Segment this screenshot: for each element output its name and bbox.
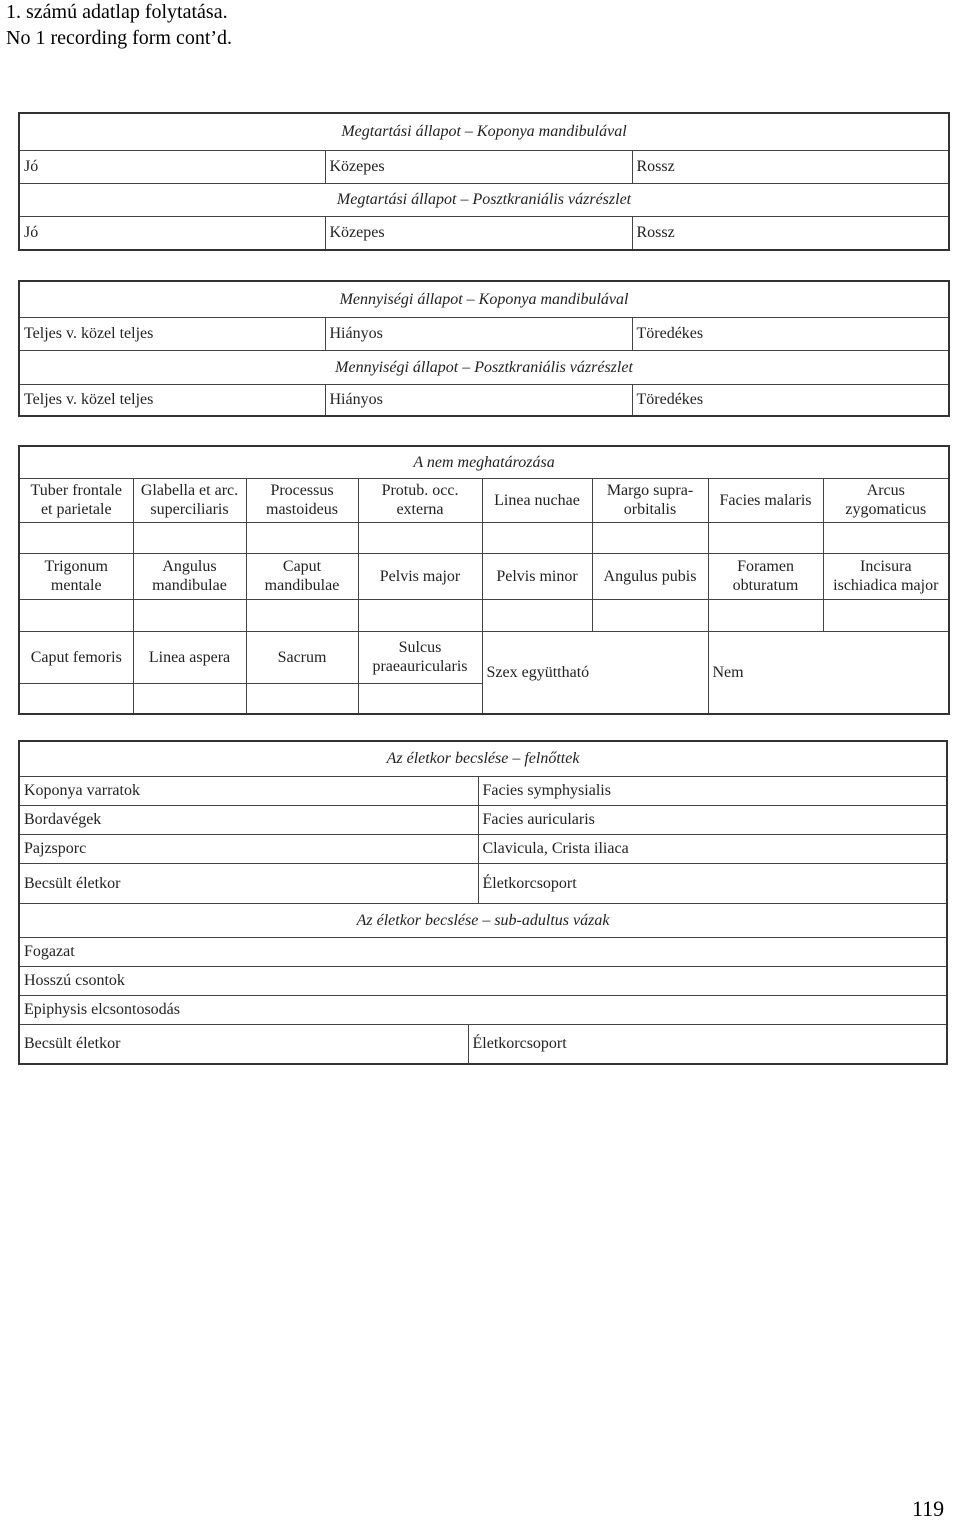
sex-trait-cell: Sulcus praeauricularis: [358, 631, 482, 683]
preservation-skull-good: Jó: [19, 150, 325, 183]
age-adult-method: Pajzsporc: [19, 834, 478, 863]
age-subadult-method: Fogazat: [19, 937, 947, 966]
sex-score-cell[interactable]: [358, 599, 482, 631]
preservation-postcranial-good: Jó: [19, 216, 325, 250]
age-adult-method: Facies auricularis: [478, 805, 947, 834]
quantity-skull-complete: Teljes v. közel teljes: [19, 317, 325, 350]
sex-score-cell[interactable]: [708, 599, 823, 631]
sex-trait-cell: Arcus zygomaticus: [823, 478, 949, 522]
preservation-postcranial-medium: Közepes: [325, 216, 632, 250]
quantity-table: [18, 280, 950, 417]
sex-score-cell[interactable]: [592, 599, 708, 631]
sex-determination-table: [18, 445, 950, 715]
sex-score-cell[interactable]: [246, 683, 358, 714]
age-adult-header: Az életkor becslése – felnőttek: [19, 741, 947, 776]
preservation-postcranial-header: Megtartási állapot – Posztkraniális vázrészlet: [19, 183, 949, 216]
age-adult-method: Bordavégek: [19, 805, 478, 834]
sex-trait-cell: Tuber frontale et parietale: [19, 478, 133, 522]
sex-score-cell[interactable]: [133, 522, 246, 553]
sex-trait-cell: Glabella et arc. superciliaris: [133, 478, 246, 522]
caption-english: No 1 recording form cont’d.: [6, 27, 233, 49]
sex-trait-cell: Angulus pubis: [592, 553, 708, 599]
sex-trait-cell: Facies malaris: [708, 478, 823, 522]
sex-trait-cell: Linea aspera: [133, 631, 246, 683]
sex-score-cell[interactable]: [482, 599, 592, 631]
quantity-postcranial-complete: Teljes v. közel teljes: [19, 384, 325, 416]
age-adult-method: Clavicula, Crista iliaca: [478, 834, 947, 863]
preservation-skull-header: Megtartási állapot – Koponya mandibulával: [19, 113, 949, 150]
sex-trait-cell: Margo supra-orbitalis: [592, 478, 708, 522]
preservation-skull-bad: Rossz: [632, 150, 949, 183]
quantity-skull-header: Mennyiségi állapot – Koponya mandibulával: [19, 281, 949, 317]
sex-score-cell[interactable]: [246, 599, 358, 631]
sex-header: A nem meghatározása: [19, 446, 949, 478]
sex-score-cell[interactable]: [358, 522, 482, 553]
sex-coefficient-cell: Szex együttható: [482, 631, 708, 714]
age-subadult-header: Az életkor becslése – sub-adultus vázak: [19, 903, 947, 937]
sex-score-cell[interactable]: [708, 522, 823, 553]
age-estimation-table: [18, 740, 948, 1065]
sex-score-cell[interactable]: [133, 683, 246, 714]
age-adult-method: Koponya varratok: [19, 776, 478, 805]
quantity-postcranial-header: Mennyiségi állapot – Posztkraniális vázrészlet: [19, 350, 949, 384]
sex-trait-cell: Incisura ischiadica major: [823, 553, 949, 599]
page-number: 119: [912, 1496, 945, 1521]
sex-score-cell[interactable]: [19, 522, 133, 553]
sex-score-cell[interactable]: [19, 683, 133, 714]
age-subadult-method: Hosszú csontok: [19, 966, 947, 995]
sex-trait-cell: Processus mastoideus: [246, 478, 358, 522]
age-subadult-estimated: Becsült életkor: [19, 1024, 468, 1064]
age-adult-estimated: Becsült életkor: [19, 863, 478, 903]
caption-hungarian: 1. számú adatlap folytatása.: [6, 1, 228, 23]
quantity-skull-fragmentary: Töredékes: [632, 317, 949, 350]
quantity-postcranial-incomplete: Hiányos: [325, 384, 632, 416]
sex-score-cell[interactable]: [246, 522, 358, 553]
sex-trait-cell: Caput mandibulae: [246, 553, 358, 599]
sex-trait-cell: Caput femoris: [19, 631, 133, 683]
preservation-table: [18, 112, 950, 251]
sex-trait-cell: Pelvis major: [358, 553, 482, 599]
sex-trait-cell: Pelvis minor: [482, 553, 592, 599]
sex-trait-cell: Linea nuchae: [482, 478, 592, 522]
sex-score-cell[interactable]: [358, 683, 482, 714]
quantity-postcranial-fragmentary: Töredékes: [632, 384, 949, 416]
sex-trait-cell: Sacrum: [246, 631, 358, 683]
sex-score-cell[interactable]: [482, 522, 592, 553]
sex-trait-cell: Angulus mandibulae: [133, 553, 246, 599]
sex-score-cell[interactable]: [19, 599, 133, 631]
age-subadult-group: Életkorcsoport: [468, 1024, 947, 1064]
age-adult-group: Életkorcsoport: [478, 863, 947, 903]
preservation-skull-medium: Közepes: [325, 150, 632, 183]
quantity-skull-incomplete: Hiányos: [325, 317, 632, 350]
sex-score-cell[interactable]: [133, 599, 246, 631]
sex-score-cell[interactable]: [823, 599, 949, 631]
age-subadult-method: Epiphysis elcsontosodás: [19, 995, 947, 1024]
sex-trait-cell: Trigonum mentale: [19, 553, 133, 599]
sex-score-cell[interactable]: [592, 522, 708, 553]
sex-trait-cell: Protub. occ. externa: [358, 478, 482, 522]
sex-result-cell: Nem: [708, 631, 949, 714]
age-adult-method: Facies symphysialis: [478, 776, 947, 805]
sex-trait-cell: Foramen obturatum: [708, 553, 823, 599]
preservation-postcranial-bad: Rossz: [632, 216, 949, 250]
sex-score-cell[interactable]: [823, 522, 949, 553]
